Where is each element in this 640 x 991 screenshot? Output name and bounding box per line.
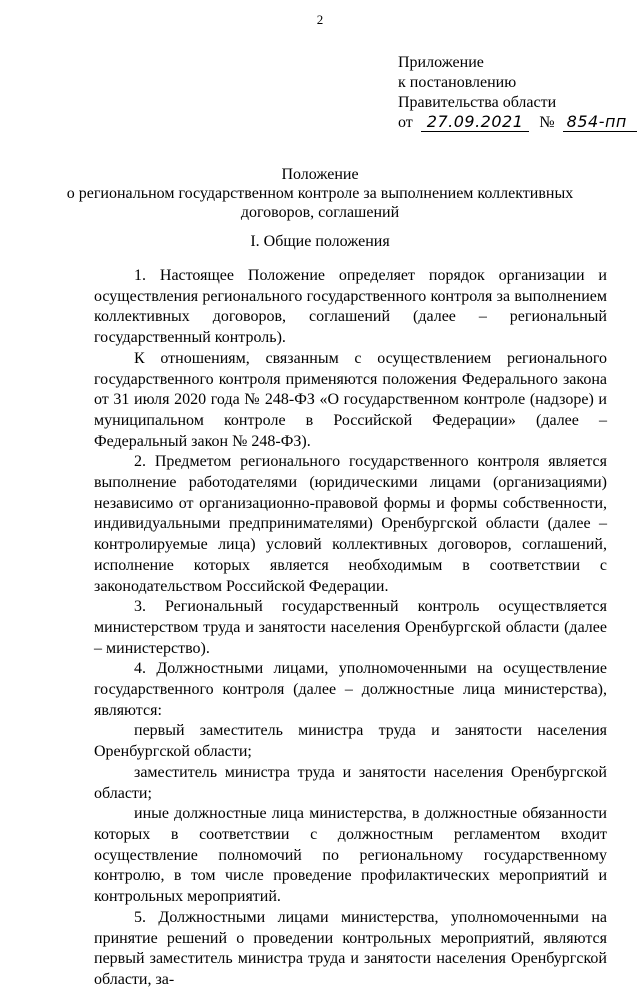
appendix-line-3: Правительства области: [398, 94, 557, 111]
paragraph: 4. Должностными лицами, уполномоченными на осуществление государственного контроля (далее – должностные лица министерства), являются:: [94, 660, 607, 719]
section-heading: I. Общие положения: [250, 233, 390, 250]
paragraph: 2. Предметом регионального государственного контроля является выполнение работодателями (юридическими лицами (организациями) независимо от организационно-правовой формы и формы собственности, индивидуальными предпринимателями) Оренбургской области (далее – контролируемые лица) условий коллективных договоров, соглашений, исполнение которых является необходимым в соответствии с законодательством Российской Федерации.: [94, 453, 607, 595]
paragraph: 1. Настоящее Положение определяет порядок организации и осуществления регионального государственного контроля за выполнением коллективных договоров, соглашений (далее – региональный государственный контроль).: [94, 267, 607, 347]
paragraph: 5. Должностными лицами министерства, уполномоченными на принятие решений о проведении контрольных мероприятий, являются первый заместитель министра труда и занятости населения Оренбургской области, за-: [94, 908, 607, 988]
document-body: [94, 266, 607, 991]
title-line-3: договоров, соглашений: [240, 204, 400, 221]
number-prefix: №: [539, 114, 555, 131]
appendix-line-1: Приложение: [398, 54, 484, 71]
appendix-date-line: [398, 113, 637, 133]
appendix-line-2: к постановлению: [398, 74, 517, 91]
paragraph: К отношениям, связанным с осуществлением регионального государственного контроля применяются положения Федерального закона от 31 июля 2020 года № 248-ФЗ «О государственном контроле (надзоре) и муниципальном контроле в Российской Федерации» (далее – Федеральный закон № 248-ФЗ).: [94, 349, 607, 450]
document-title: [0, 165, 640, 222]
paragraph: иные должностные лица министерства, в должностные обязанности которых в соответствии с должностным регламентом входит осуществление полномочий по региональному государственному контролю, в том числе проведение профилактических мероприятий и контрольных мероприятий.: [94, 805, 607, 906]
paragraph: первый заместитель министра труда и занятости населения Оренбургской области;: [94, 722, 607, 761]
paragraph: заместитель министра труда и занятости населения Оренбургской области;: [94, 763, 607, 802]
handwritten-number: 854-пп: [563, 113, 637, 132]
title-line-1: Положение: [281, 166, 359, 183]
date-prefix: от: [398, 114, 413, 131]
paragraph: 3. Региональный государственный контроль осуществляется министерством труда и занятости населения Оренбургской области (далее – министерство).: [94, 598, 607, 657]
page-number: 2: [316, 12, 324, 27]
title-line-2: о региональном государственном контроле за выполнением коллективных: [66, 185, 574, 202]
appendix-block: [398, 53, 637, 133]
handwritten-date: 27.09.2021: [421, 113, 530, 132]
